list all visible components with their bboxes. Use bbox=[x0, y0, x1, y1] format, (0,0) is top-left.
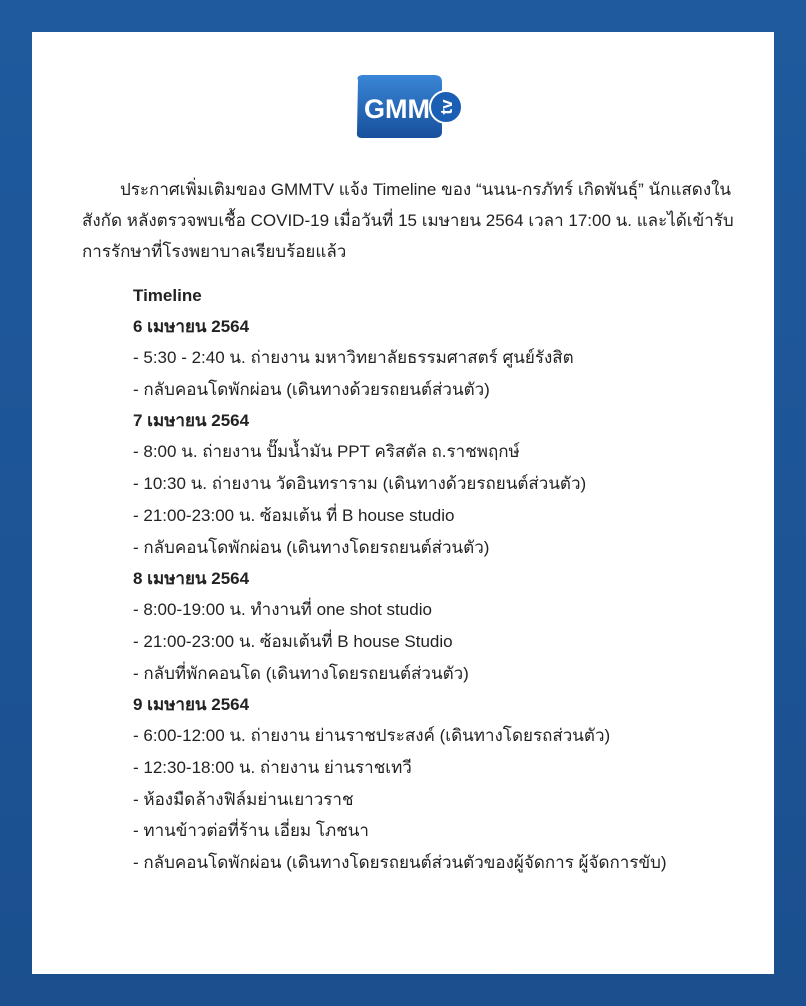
logo-suffix: tv bbox=[437, 99, 456, 115]
announcement-text: ประกาศเพิ่มเติมของ GMMTV แจ้ง Timeline ของ “นนน-กรภัทร์ เกิดพันธุ์” นักแสดงในสังกัด หลังตรวจพบเชื้อ COVID-19 เมื่อวันที่ 15 เมษายน 2564 เวลา 17:00 น. และได้เข้ารับการรักษาที่โรงพยาบาลเรียบร้อยแล้ว bbox=[82, 180, 734, 261]
day-date: 6 เมษายน 2564 bbox=[133, 317, 250, 336]
timeline-item: - กลับคอนโดพักผ่อน (เดินทางโดยรถยนต์ส่วนตัวของผู้จัดการ ผู้จัดการขับ) bbox=[133, 853, 667, 873]
timeline-item: - 21:00-23:00 น. ซ้อมเต้น ที่ B house studio bbox=[133, 505, 455, 525]
logo-wordmark: GMM bbox=[364, 94, 430, 124]
timeline-item: - กลับคอนโดพักผ่อน (เดินทางโดยรถยนต์ส่วนตัว) bbox=[133, 537, 490, 557]
timeline-item: - ห้องมืดล้างฟิล์มย่านเยาวราช bbox=[133, 789, 354, 809]
timeline-item: - 21:00-23:00 น. ซ้อมเต้นที่ B house Studio bbox=[133, 631, 453, 651]
gmmtv-logo bbox=[352, 72, 464, 142]
timeline-item: - 6:00-12:00 น. ถ่ายงาน ย่านราชประสงค์ (เดินทางโดยรถส่วนตัว) bbox=[133, 726, 611, 746]
gmmtv-logo-icon bbox=[352, 72, 464, 142]
timeline-item: - กลับคอนโดพักผ่อน (เดินทางด้วยรถยนต์ส่วนตัว) bbox=[133, 379, 490, 399]
timeline-section bbox=[133, 280, 733, 879]
timeline-item: - กลับที่พักคอนโด (เดินทางโดยรถยนต์ส่วนตัว) bbox=[133, 663, 469, 683]
day-date: 9 เมษายน 2564 bbox=[133, 695, 250, 715]
timeline-item: - 5:30 - 2:40 น. ถ่ายงาน มหาวิทยาลัยธรรมศาสตร์ ศูนย์รังสิต bbox=[133, 348, 574, 367]
announcement-card bbox=[32, 32, 774, 974]
timeline-item: - 8:00 น. ถ่ายงาน ปั๊มน้ำมัน PPT คริสตัล ถ.ราชพฤกษ์ bbox=[133, 442, 520, 462]
day-block bbox=[133, 405, 733, 563]
day-date: 8 เมษายน 2564 bbox=[133, 569, 250, 589]
day-block bbox=[133, 689, 733, 879]
day-block bbox=[133, 311, 733, 405]
timeline-item: - 10:30 น. ถ่ายงาน วัดอินทราราม (เดินทางด้วยรถยนต์ส่วนตัว) bbox=[133, 474, 587, 494]
timeline-item: - ทานข้าวต่อที่ร้าน เอี่ยม โภชนา bbox=[133, 821, 369, 841]
day-date: 7 เมษายน 2564 bbox=[133, 411, 250, 431]
day-block bbox=[133, 563, 733, 689]
timeline-item: - 12:30-18:00 น. ถ่ายงาน ย่านราชเทวี bbox=[133, 758, 412, 778]
timeline-item: - 8:00-19:00 น. ทำงานที่ one shot studio bbox=[133, 600, 432, 620]
timeline-title: Timeline bbox=[133, 286, 202, 305]
